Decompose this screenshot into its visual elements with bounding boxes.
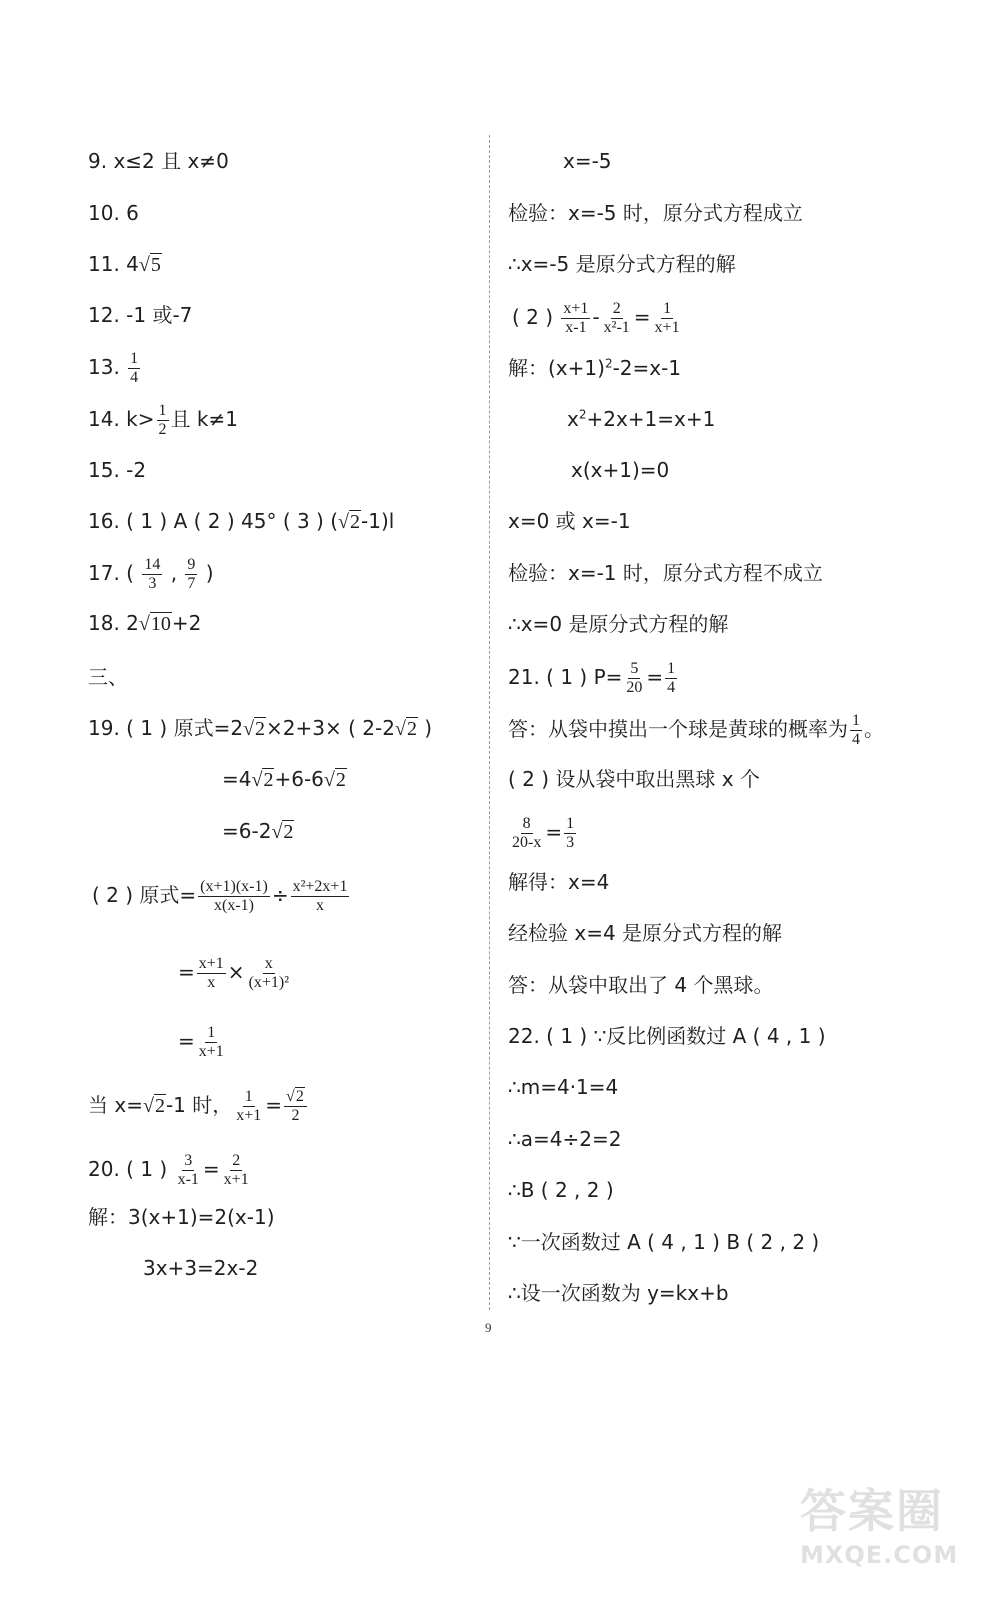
answer-20-line3: 3x+3=2x-2 <box>143 1256 259 1280</box>
answer-15: 15. -2 <box>88 458 147 482</box>
watermark-logo: 答案圈 MXQE.COM <box>800 1484 959 1569</box>
answer-17: 17. ( $\frac{14}{3}$ , $\frac{9}{7}$ ) <box>88 556 214 592</box>
right-line-12: 答：从袋中摸出一个球是黄球的概率为 $\frac{1}{4}$ 。 <box>508 712 884 748</box>
answer-14: 14. k> $\frac{1}{2}$ 且 k≠1 <box>88 402 238 438</box>
answer-19-2-line1: ( 2 ) 原式= $\frac{(x+1)(x-1)}{x(x-1)}$ ÷ $\frac{\text{x²+2x+1}}{x}$ <box>92 878 348 914</box>
right-line-6: $x^2+2x+1=x+1$ <box>567 407 716 431</box>
right-line-16: 经检验 x=4 是原分式方程的解 <box>508 921 783 945</box>
answer-12: 12. -1 或-7 <box>88 303 193 327</box>
answer-18: 18. 2√10+2 <box>88 611 202 635</box>
answer-13: 13. $\frac{1}{4}$ <box>88 350 139 386</box>
answer-19-2-line4: 当 x=√2-1 时， $\frac{1}{x+1}$ = $\frac{√2}{2}$ <box>88 1088 309 1125</box>
right-line-8: x=0 或 x=-1 <box>508 509 631 533</box>
right-line-11: 21. ( 1 ) P= $\frac{5}{20}$ = $\frac{1}{4}$ <box>508 660 676 696</box>
right-line-20: ∴a=4÷2=2 <box>508 1127 622 1151</box>
right-line-22: ∵一次函数过 A ( 4 , 1 ) B ( 2 , 2 ) <box>508 1230 820 1254</box>
column-divider <box>489 135 490 1310</box>
right-line-23: ∴设一次函数为 y=kx+b <box>508 1281 729 1305</box>
answer-16: 16. ( 1 ) A ( 2 ) 45° ( 3 ) (√2-1)l <box>88 509 395 533</box>
answer-19-2-line2: = $\frac{x+1}{x}$ × $\frac{x}{\text{(x+1)²}}$ <box>178 955 290 991</box>
right-line-4: ( 2 ) $\frac{x+1}{x-1}$ - $\frac{2}{\text{x²-1}}$ = $\frac{1}{x+1}$ <box>512 300 680 336</box>
right-line-18: 22. ( 1 ) ∵反比例函数过 A ( 4 , 1 ) <box>508 1024 826 1048</box>
right-line-5: 解：$(x+1)^2-2=x-1$ <box>508 356 682 380</box>
right-line-7: x(x+1)=0 <box>571 458 670 482</box>
right-line-17: 答：从袋中取出了 4 个黑球。 <box>508 973 774 997</box>
answer-10: 10. 6 <box>88 201 139 225</box>
right-line-19: ∴m=4·1=4 <box>508 1075 619 1099</box>
right-line-14: $\frac{8}{20-x}$ = $\frac{1}{3}$ <box>512 815 575 851</box>
section-heading: 三、 <box>88 665 128 689</box>
right-line-2: 检验：x=-5 时，原分式方程成立 <box>508 201 803 225</box>
answer-19-line1: 19. ( 1 ) 原式=2√2×2+3× ( 2-2√2 ) <box>88 716 433 740</box>
right-line-15: 解得：x=4 <box>508 870 610 894</box>
answer-19-line2: =4√2+6-6√2 <box>222 767 346 791</box>
right-line-10: ∴x=0 是原分式方程的解 <box>508 612 729 636</box>
answer-9: 9. x≤2 且 x≠0 <box>88 149 229 173</box>
answer-11: 11. 4√5 <box>88 252 161 276</box>
answer-20-line1: 20. ( 1 ) $\frac{3}{x-1}$ = $\frac{2}{x+1}$ <box>88 1152 249 1188</box>
right-line-3: ∴x=-5 是原分式方程的解 <box>508 252 736 276</box>
right-line-9: 检验：x=-1 时，原分式方程不成立 <box>508 561 823 585</box>
right-line-13: ( 2 ) 设从袋中取出黑球 x 个 <box>508 767 760 791</box>
page-number: 9 <box>485 1320 492 1335</box>
answer-20-line2: 解：3(x+1)=2(x-1) <box>88 1205 275 1229</box>
right-line-21: ∴B ( 2 , 2 ) <box>508 1178 614 1202</box>
answer-19-2-line3: = $\frac{1}{x+1}$ <box>178 1024 224 1060</box>
answer-19-line3: =6-2√2 <box>222 819 294 843</box>
right-line-1: x=-5 <box>563 149 612 173</box>
